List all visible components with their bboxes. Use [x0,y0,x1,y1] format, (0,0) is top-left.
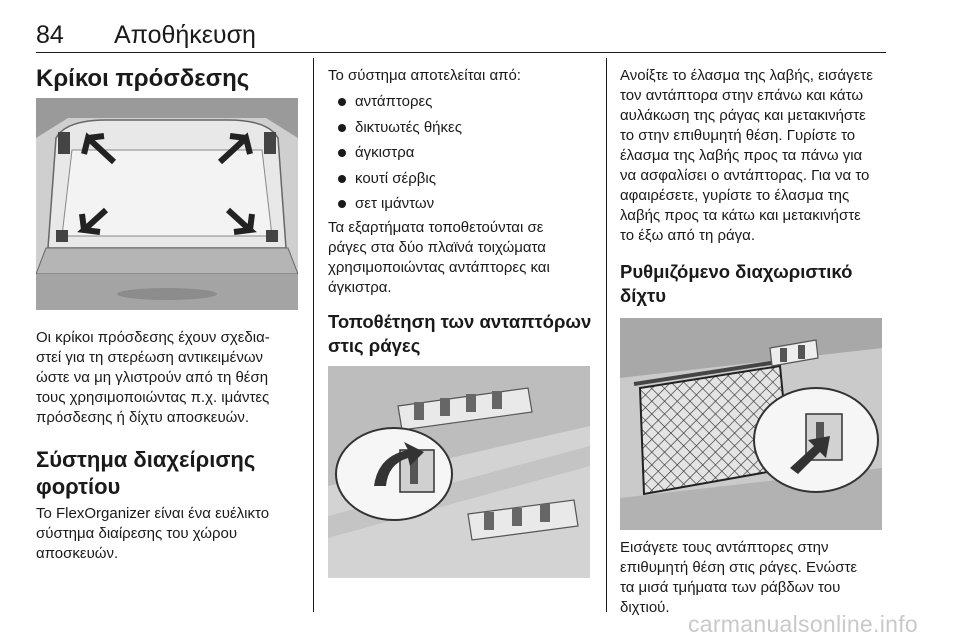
column-1 [36,58,301,564]
section-heading-adapter-mounting: Τοποθέτηση των ανταπτόρων στις ράγες [328,310,592,356]
page-header [36,18,886,53]
section-heading-adjustable-net: Ρυθμιζόμενο διαχωριστικό δίχτυ [620,261,853,306]
list-item: κουτί σέρβις [328,169,593,189]
watermark: carmanualsonline.info [687,611,918,637]
column-2 [328,58,593,578]
mounting-description: Τα εξαρτήματα τοποθετούνται σε ράγες στα δύο πλαϊνά τοιχώματα χρησιμοποιώντας αντάπτορες και άγκιστρα. [328,218,550,296]
column-divider [606,58,607,612]
list-item: δικτυωτές θήκες [328,118,593,138]
tie-down-description: Οι κρίκοι πρόσδεσης έχουν σχεδια- στεί για τη στερέωση αντικειμένων ώστε να μη γλιστρούν από τη θέση τους χρησιμοποιώντας π.χ. ιμάντες πρόσδεσης ή δίχτυ αποσκευών. [36,329,270,426]
divider-net-illustration [620,318,882,530]
trunk-tie-down-illustration [36,98,298,310]
adapter-rail-illustration [328,366,590,578]
list-item: αντάπτορες [328,92,593,112]
chapter-title: Αποθήκευση [114,21,256,49]
column-3 [620,58,888,618]
section-heading-tie-down-eyes: Κρίκοι πρόσδεσης [36,65,250,92]
list-item: άγκιστρα [328,143,593,163]
page-number: 84 [36,21,64,49]
list-item: σετ ιμάντων [328,194,593,214]
system-intro: Το σύστημα αποτελείται από: [328,67,521,84]
net-instructions: Εισάγετε τους αντάπτορες στην επιθυμητή θέση στις ράγες. Ενώστε τα μισά τμήματα των ράβδων του διχτιού. [620,539,858,616]
column-divider [313,58,314,612]
flexorganizer-description: Το FlexOrganizer είναι ένα ευέλικτο σύστημα διαίρεσης του χώρου αποσκευών. [36,505,270,562]
component-list [328,92,593,214]
section-heading-load-management: Σύστημα διαχείρισης φορτίου [36,447,256,499]
adapter-instructions: Ανοίξτε το έλασμα της λαβής, εισάγετε τον αντάπτορα στην επάνω και κάτω αυλάκωση της ράγας και μετακινήστε το στην επιθυμητή θέση. Γυρίστε το έλασμα της λαβής προς τα πάνω για να ασφαλίσει ο αντάπτορας. Για να το αφαιρέσετε, γυρίστε το έλασμα της λαβής προς τα κάτω και μετακινήστε το έξω από τη ράγα. [620,67,873,244]
